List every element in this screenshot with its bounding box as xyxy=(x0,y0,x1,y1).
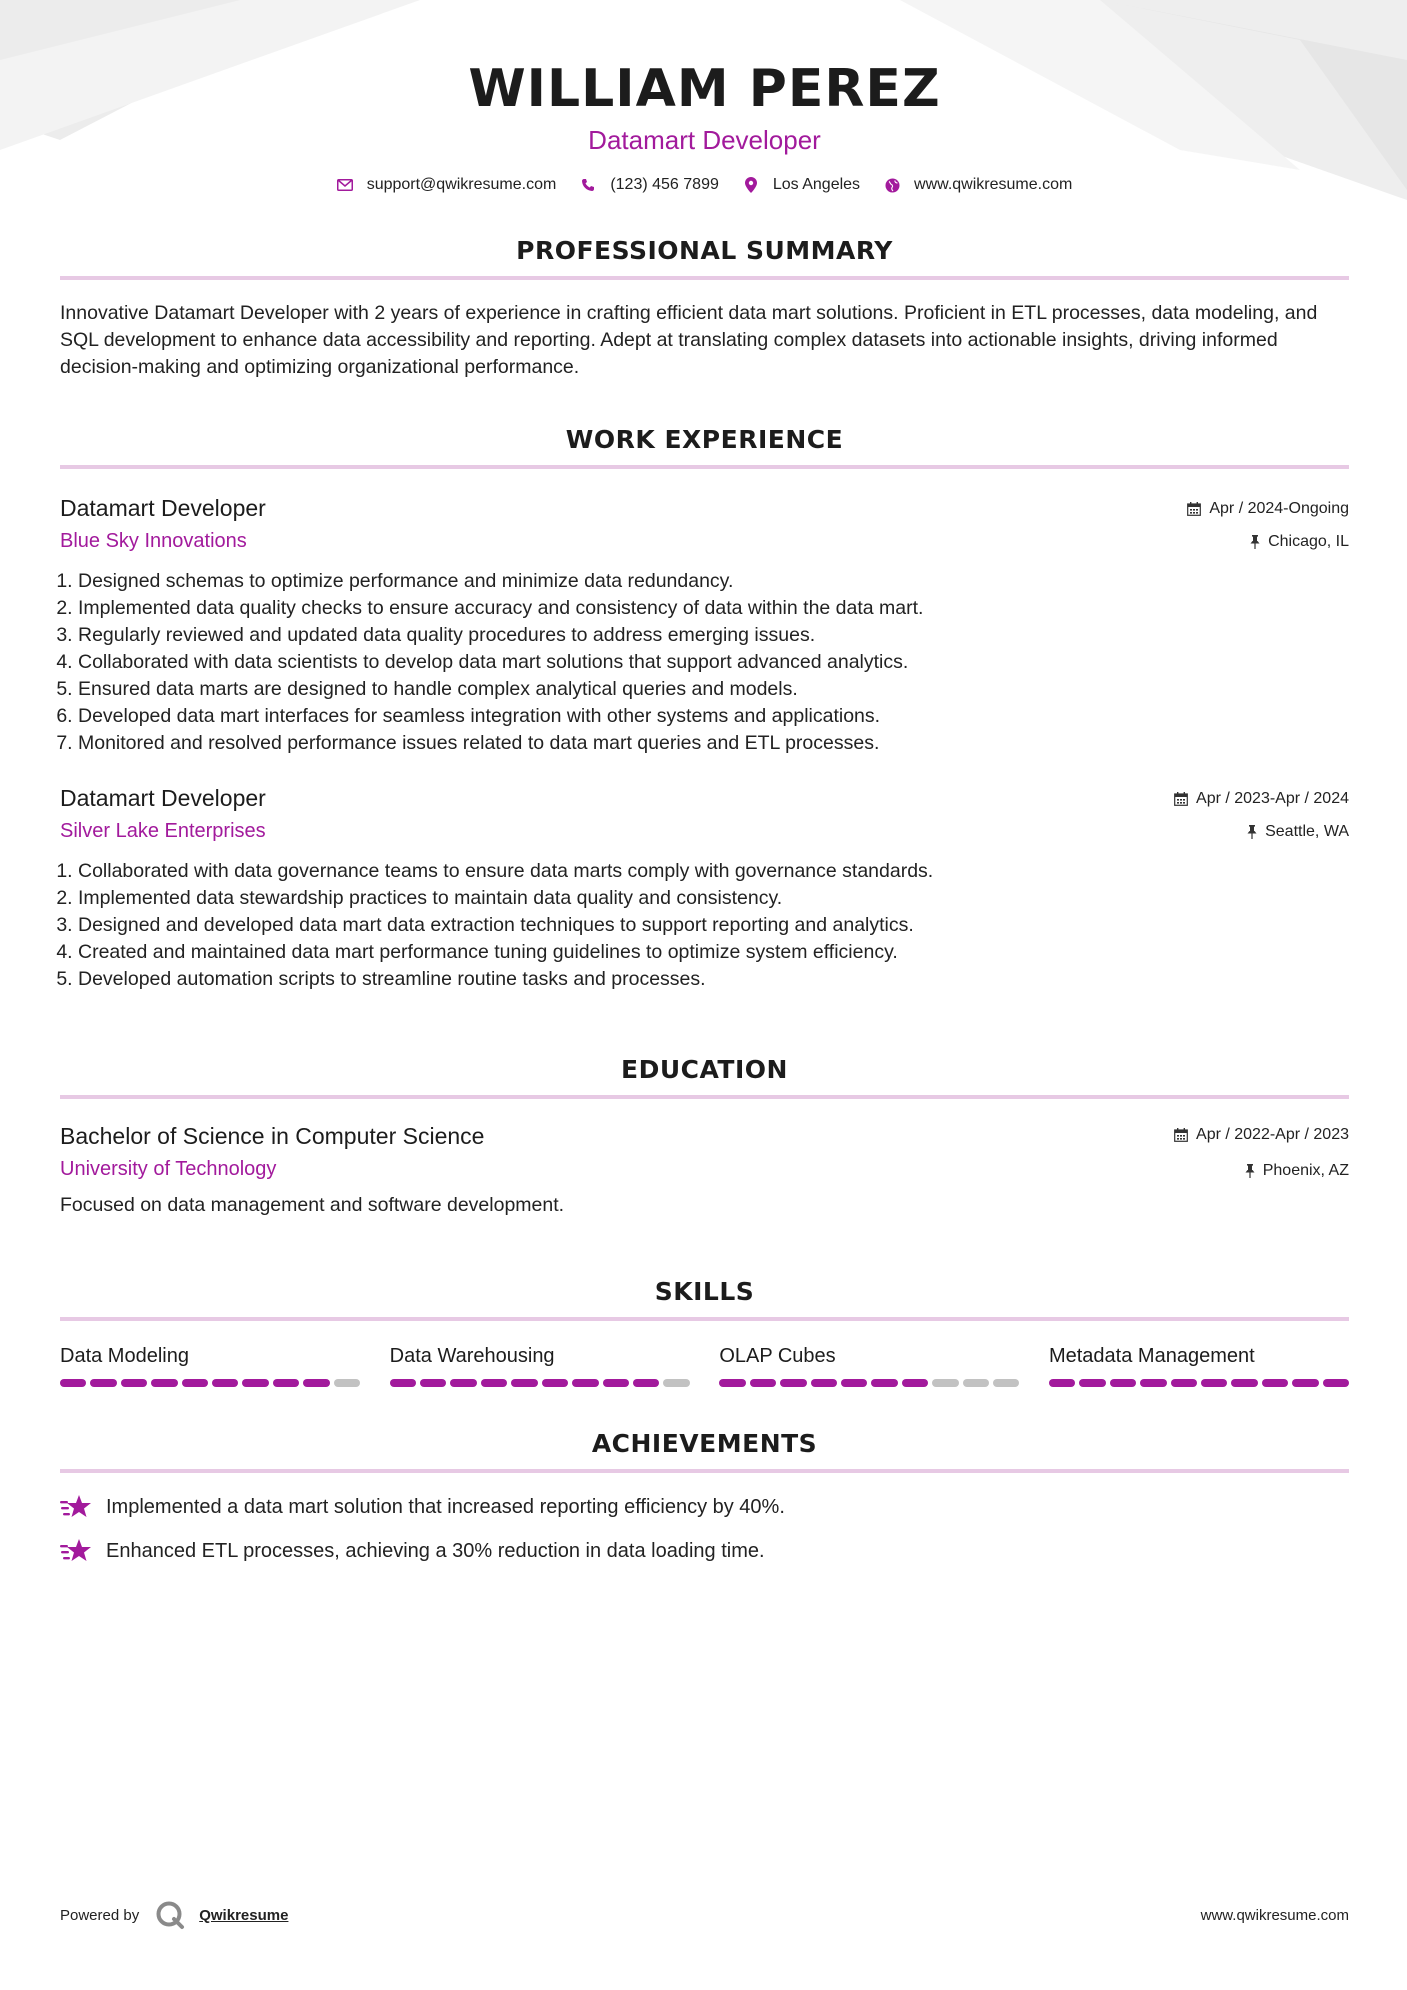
skill-segment-filled xyxy=(1049,1379,1075,1387)
skill-segment-filled xyxy=(182,1379,208,1387)
candidate-name: WILLIAM PEREZ xyxy=(468,59,941,119)
experience-divider xyxy=(60,465,1349,469)
skill-segment-filled xyxy=(1140,1379,1166,1387)
list-item: 5. Developed automation scripts to streamline routine tasks and processes. xyxy=(78,966,1349,993)
shooting-star-icon xyxy=(60,1537,92,1565)
skill-segment-filled xyxy=(542,1379,568,1387)
job-location-text: Seattle, WA xyxy=(1265,823,1349,840)
skill-level-bar xyxy=(719,1379,1019,1387)
job-location xyxy=(1174,822,1349,842)
email-text: support@qwikresume.com xyxy=(366,176,557,193)
summary-text: Innovative Datamart Developer with 2 years of experience in crafting efficient data mart solutions. Proficient in ETL processes, data modeling, and SQL development to enhance data accessibility and reporting. Adept at translating complex datasets into actionable insights, driving informed decision-making and optimizing organizational performance. xyxy=(60,302,1318,378)
skill-segment-empty xyxy=(993,1379,1019,1387)
skill-segment-filled xyxy=(273,1379,299,1387)
achievement-text: Enhanced ETL processes, achieving a 30% reduction in data loading time. xyxy=(106,1540,765,1562)
achievements-list xyxy=(60,1493,1349,1565)
skills-divider xyxy=(60,1317,1349,1321)
experience-section xyxy=(60,425,1349,993)
summary-section xyxy=(60,236,1349,381)
skill-segment-filled xyxy=(212,1379,238,1387)
list-item: 2. Implemented data stewardship practices to maintain data quality and consistency. xyxy=(78,885,1349,912)
skill-segment-filled xyxy=(871,1379,897,1387)
contact-phone[interactable] xyxy=(580,176,719,194)
skill-item xyxy=(1049,1343,1349,1387)
skill-segment-filled xyxy=(902,1379,928,1387)
list-item: 1. Designed schemas to optimize performance and minimize data redundancy. xyxy=(78,568,1349,595)
experience-heading: WORK EXPERIENCE xyxy=(565,425,844,454)
skill-segment-filled xyxy=(1231,1379,1257,1387)
education-dates xyxy=(1174,1125,1349,1145)
job-company: Silver Lake Enterprises xyxy=(60,820,266,842)
education-location-text: Phoenix, AZ xyxy=(1262,1162,1349,1179)
skill-name: Data Modeling xyxy=(60,1345,189,1367)
job-entry xyxy=(60,783,1349,993)
summary-divider xyxy=(60,276,1349,280)
skill-segment-filled xyxy=(60,1379,86,1387)
calendar-icon xyxy=(1174,1128,1188,1142)
education-entry xyxy=(60,1121,1349,1219)
job-location xyxy=(1187,532,1349,552)
job-role: Datamart Developer xyxy=(60,785,266,811)
skill-item xyxy=(719,1343,1019,1387)
list-item: 3. Designed and developed data mart data extraction techniques to support reporting and analytics. xyxy=(78,912,1349,939)
skill-segment-filled xyxy=(151,1379,177,1387)
website-text: www.qwikresume.com xyxy=(914,176,1073,193)
skill-segment-filled xyxy=(242,1379,268,1387)
skills-list xyxy=(60,1343,1349,1387)
job-bullets xyxy=(60,568,1349,757)
job-bullets xyxy=(60,858,1349,993)
skill-item xyxy=(390,1343,690,1387)
list-item: 2. Implemented data quality checks to ensure accuracy and consistency of data within the data mart. xyxy=(78,595,1349,622)
pushpin-icon xyxy=(1245,1164,1255,1178)
achievements-section xyxy=(60,1429,1349,1565)
map-pin-icon xyxy=(743,177,759,193)
school: University of Technology xyxy=(60,1158,277,1180)
resume-footer xyxy=(60,1900,1349,1930)
skill-segment-filled xyxy=(1079,1379,1105,1387)
contact-bar xyxy=(60,176,1349,194)
skill-segment-filled xyxy=(1171,1379,1197,1387)
calendar-icon xyxy=(1174,792,1188,806)
skill-segment-empty xyxy=(334,1379,360,1387)
phone-icon xyxy=(580,177,596,193)
skill-segment-filled xyxy=(719,1379,745,1387)
skill-segment-filled xyxy=(1262,1379,1288,1387)
list-item: 7. Monitored and resolved performance issues related to data mart queries and ETL processes. xyxy=(78,730,1349,757)
job-company: Blue Sky Innovations xyxy=(60,530,247,552)
list-item: 4. Created and maintained data mart performance tuning guidelines to optimize system efficiency. xyxy=(78,939,1349,966)
achievements-heading: ACHIEVEMENTS xyxy=(591,1429,818,1458)
job-dates xyxy=(1187,499,1349,519)
globe-icon xyxy=(884,177,900,193)
phone-text: (123) 456 7899 xyxy=(610,176,719,193)
contact-website[interactable] xyxy=(884,176,1072,194)
skill-item xyxy=(60,1343,360,1387)
powered-by-label: Powered by xyxy=(60,1906,140,1924)
skill-segment-filled xyxy=(633,1379,659,1387)
skill-name: Data Warehousing xyxy=(389,1345,555,1367)
resume-header xyxy=(60,0,1349,194)
skill-level-bar xyxy=(1049,1379,1349,1387)
skill-segment-empty xyxy=(963,1379,989,1387)
skill-segment-filled xyxy=(841,1379,867,1387)
job-dates xyxy=(1174,789,1349,809)
skill-segment-filled xyxy=(1110,1379,1136,1387)
skill-segment-empty xyxy=(663,1379,689,1387)
education-description: Focused on data management and software development. xyxy=(60,1194,565,1216)
summary-heading: PROFESSIONAL SUMMARY xyxy=(516,236,893,265)
achievement-item xyxy=(60,1537,1349,1565)
skill-segment-filled xyxy=(1201,1379,1227,1387)
skill-segment-filled xyxy=(450,1379,476,1387)
skill-segment-filled xyxy=(303,1379,329,1387)
resume-page xyxy=(60,0,1349,1581)
job-dates-text: Apr / 2023-Apr / 2024 xyxy=(1196,790,1349,807)
envelope-icon xyxy=(337,177,353,193)
skill-level-bar xyxy=(60,1379,360,1387)
skill-segment-filled xyxy=(390,1379,416,1387)
job-location-text: Chicago, IL xyxy=(1268,533,1349,550)
list-item: 5. Ensured data marts are designed to handle complex analytical queries and models. xyxy=(78,676,1349,703)
skill-segment-filled xyxy=(420,1379,446,1387)
calendar-icon xyxy=(1187,502,1201,516)
skill-segment-filled xyxy=(603,1379,629,1387)
achievement-text: Implemented a data mart solution that increased reporting efficiency by 40%. xyxy=(106,1496,785,1518)
achievement-item xyxy=(60,1493,1349,1521)
education-dates-text: Apr / 2022-Apr / 2023 xyxy=(1196,1126,1349,1143)
job-entry xyxy=(60,493,1349,757)
skills-heading: SKILLS xyxy=(654,1277,755,1306)
contact-email[interactable] xyxy=(337,176,557,194)
qwikresume-logo-icon xyxy=(155,1900,185,1930)
list-item: 3. Regularly reviewed and updated data quality procedures to address emerging issues. xyxy=(78,622,1349,649)
candidate-title: Datamart Developer xyxy=(588,125,821,155)
contact-location xyxy=(743,176,860,194)
skill-segment-filled xyxy=(1323,1379,1349,1387)
skill-level-bar xyxy=(390,1379,690,1387)
skill-segment-empty xyxy=(932,1379,958,1387)
skill-segment-filled xyxy=(481,1379,507,1387)
job-role: Datamart Developer xyxy=(60,495,266,521)
skills-section xyxy=(60,1277,1349,1387)
pushpin-icon xyxy=(1247,825,1257,839)
job-dates-text: Apr / 2024-Ongoing xyxy=(1209,500,1349,517)
list-item: 6. Developed data mart interfaces for seamless integration with other systems and applications. xyxy=(78,703,1349,730)
skill-segment-filled xyxy=(572,1379,598,1387)
skill-segment-filled xyxy=(1292,1379,1318,1387)
education-heading: EDUCATION xyxy=(621,1055,788,1084)
skill-segment-filled xyxy=(750,1379,776,1387)
degree: Bachelor of Science in Computer Science xyxy=(60,1123,485,1149)
skill-segment-filled xyxy=(90,1379,116,1387)
skill-name: Metadata Management xyxy=(1048,1345,1255,1367)
skill-segment-filled xyxy=(121,1379,147,1387)
qwikresume-link[interactable]: Qwikresume xyxy=(199,1906,289,1924)
skill-segment-filled xyxy=(511,1379,537,1387)
location-text: Los Angeles xyxy=(772,176,861,193)
achievements-divider xyxy=(60,1469,1349,1473)
pushpin-icon xyxy=(1250,535,1260,549)
skill-name: OLAP Cubes xyxy=(719,1345,836,1367)
education-divider xyxy=(60,1095,1349,1099)
skill-segment-filled xyxy=(811,1379,837,1387)
education-section xyxy=(60,1055,1349,1219)
education-location xyxy=(1174,1161,1349,1181)
skill-segment-filled xyxy=(780,1379,806,1387)
list-item: 1. Collaborated with data governance teams to ensure data marts comply with governance standards. xyxy=(78,858,1349,885)
shooting-star-icon xyxy=(60,1493,92,1521)
list-item: 4. Collaborated with data scientists to develop data mart solutions that support advanced analytics. xyxy=(78,649,1349,676)
footer-website[interactable]: www.qwikresume.com xyxy=(1200,1906,1349,1924)
